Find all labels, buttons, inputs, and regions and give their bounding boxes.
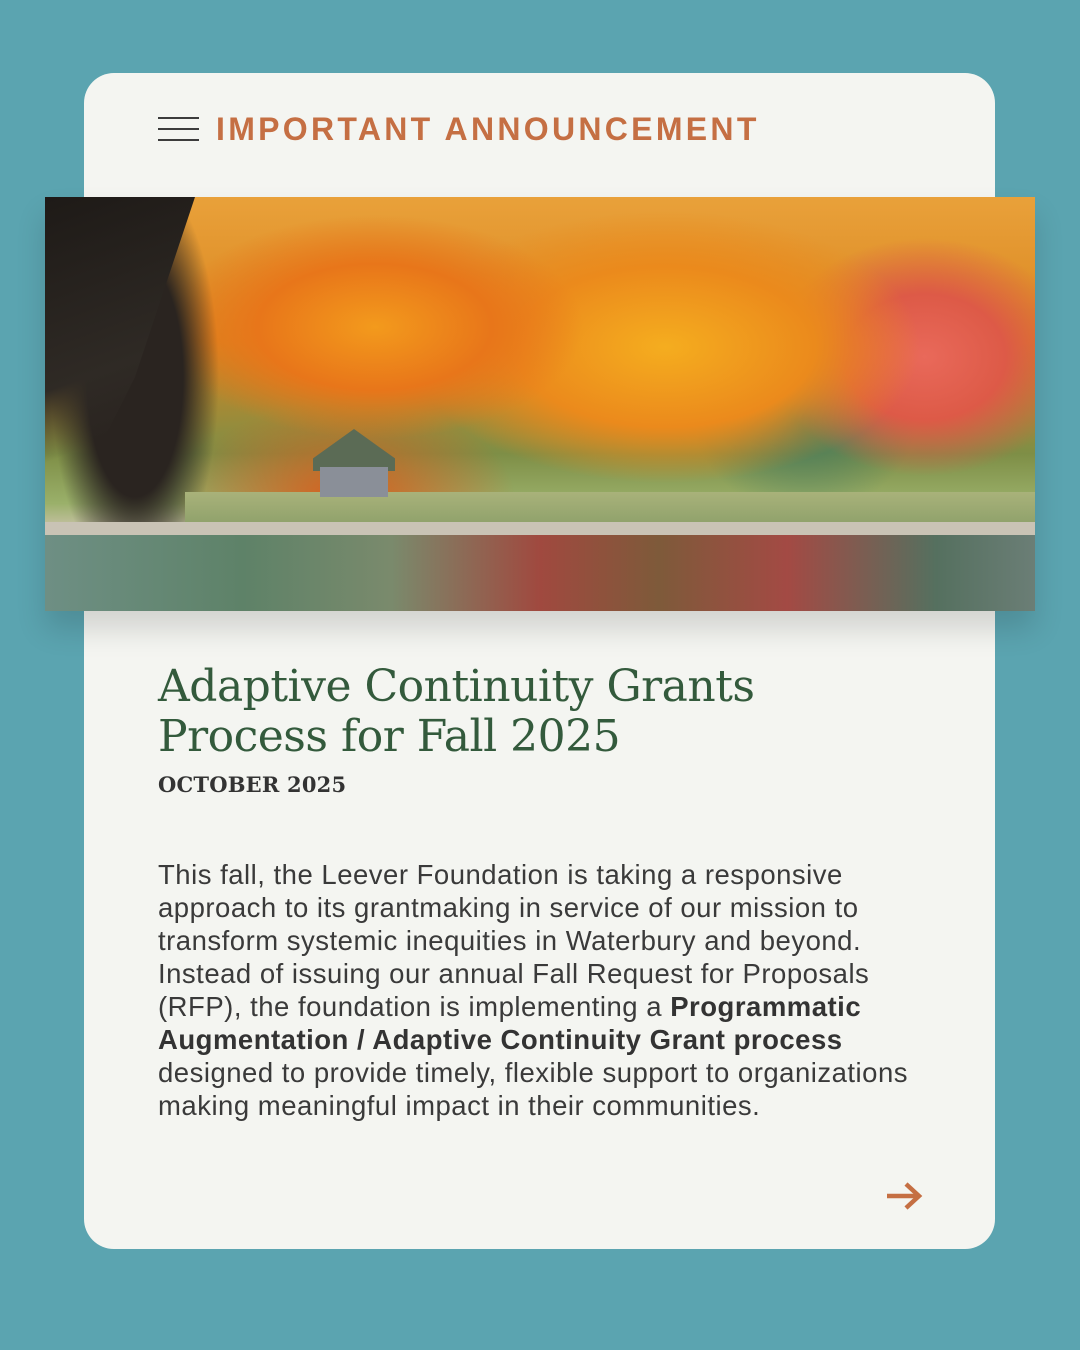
menu-line [158,139,199,141]
menu-line [158,117,199,119]
body-bold-text: Programmatic Augmentation / Adaptive Continuity Grant process [158,991,862,1055]
gazebo-roof [313,429,395,471]
gazebo-base [320,467,388,497]
title-line-2: Process for Fall 2025 [158,711,621,762]
article-body [158,858,928,1122]
header-title: IMPORTANT ANNOUNCEMENT [216,111,760,147]
shore [45,522,1035,536]
article-date: OCTOBER 2025 [158,772,347,797]
body-text-2: designed to provide timely, flexible support to organizations making meaningful impact in their communities. [158,1057,908,1121]
hero-image [45,197,1035,611]
title-line-1: Adaptive Continuity Grants [158,661,755,712]
menu-line [158,128,199,130]
next-button[interactable] [884,1180,924,1212]
pond-reflection [45,535,1035,611]
hamburger-menu-icon[interactable] [158,117,199,141]
body-text-1: This fall, the Leever Foundation is taking a responsive approach to its grantmaking in service of our mission to transform systemic inequities in Waterbury and beyond. Instead of issuing our annual Fall Request for Proposals (RFP), the foundation is implementing a [158,859,870,1022]
tree-trunk [45,197,195,497]
announcement-header [158,108,760,150]
article-title [158,662,858,762]
arrow-right-icon [884,1180,924,1212]
